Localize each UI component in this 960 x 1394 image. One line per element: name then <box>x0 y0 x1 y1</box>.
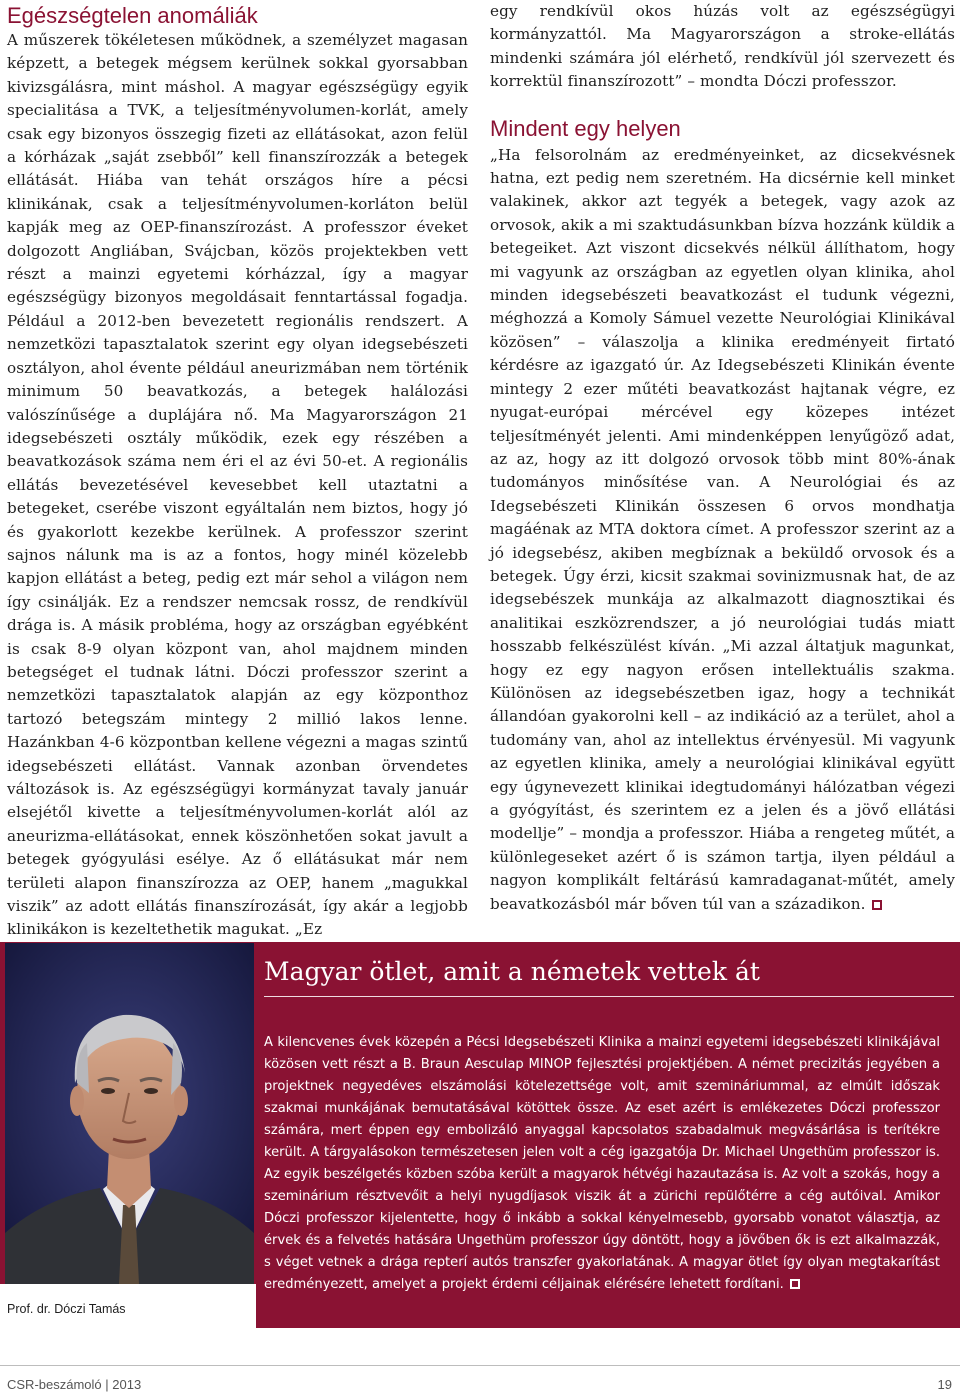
sidebar-box-text-body: A kilencvenes évek közepén a Pécsi Idegsebészeti Klinika a mainzi egyetemi idegsebészeti klinikájával közösen vett részt a B. Braun Aesculap MINOP fejlesztési projektjében. A német precizitás jegyében a projektnek negyedéves elszámolási kötelezettsége volt, amit szemináriummal, az elmúlt időszak szakmai munkájának bemutatásával kötöttek össze. Az eset azért is emlékezetes Dóczi professzor számára, mert éppen egy embolizáló anyaggal kapcsolatos szabadalmuk megvásárlása is terítékre került. A tárgyalásokon természetesen jelen volt a cég igazgatója Dr. Michael Ungethüm professzor is. Az egyik beszélgetés közben szóba került a magyarok hétvégi hazautazása is. Az volt a szokás, hogy a szeminárium résztvevőit a helyi nyugdíjasok viszik át a zürichi repülőtérre a cég autóival. Amikor Dóczi professzor kijelentette, hogy ő inkább a sokkal kényelmesebb, gyorsabb vonatot választja, az érvek és a felvetés hatására Ungethüm professzor úgy döntött, hogy a jövőben ők is ezt alkalmazzák, s véget vetnek a drága repterí autós transzfer gyakorlatának. A magyar ötlet így olyan megtakarítást eredményezett, amelyet a projekt érdemi céljainak elérésére lehetett fordítani. <box>264 1035 940 1292</box>
footer-year: 2013 <box>112 1377 142 1392</box>
left-column <box>7 0 468 942</box>
footer-separator: | <box>105 1377 109 1392</box>
right-column <box>490 0 955 916</box>
end-of-box-icon <box>790 1279 800 1289</box>
left-column-paragraph: A műszerek tökéletesen működnek, a személyzet magasan képzett, a betegek mégsem kerülnek sokkal gyorsabban kivizsgálásra, mint máshol. A magyar egészségügy egyik specialitása a TVK, a teljesítményvolumen-korlát, amely csak egy bizonyos összegig fizeti az ellátásokat, azon felül a kórházak „saját zsebből” kell finanszírozzák a betegek ellátását. Hiába van tehát országos híre a pécsi klinikának, csak a teljesítményvolumen-korláton belül kapják meg az OEP-finanszírozást. A professzor éveket dolgozott Angliában, Svájcban, közös projektekben vett részt a mainzi egyetemi kórházzal, így a magyar egészségügy bizonyos megoldásait fenntartással fogadja. Például a 2012-ben bevezetett regionális rendszert. A nemzetközi tapasztalatok szerint egy olyan idegsebészeti osztályon, ahol évente például aneurizmában nem történik minimum 50 beavatkozás, a betegek halálozási valószínűsége a duplájára nő. Ma Magyarországon 21 idegsebészeti osztály működik, ezek egy részében a beavatkozások száma nem éri el az évi 50-et. A regionális ellátás bevezetésével kevesebbet kell utaztatni a betegeket, cserébe viszont egyáltalán nem biztos, hogy jó és gyakorlott kezekbe kerülnek. A professzor szerint sajnos nálunk ma is az a fontos, hogy minél közelebb kapjon ellátást a beteg, pedig ezt már sehol a világon nem így csinálják. Ez a rendszer nemcsak rossz, de rendkívül drága is. A másik probléma, hogy az országban egyébként is csak 8-9 olyan központ van, ahol majdnem minden betegséget el tudnak látni. Dóczi professzor szerint a nemzetközi tapasztalatok alapján az egy központhoz tartozó betegszám mintegy 2 millió lakos lenne. Hazánkban 4-6 központban kellene végezni a magas szintű idegsebészeti ellátást. Vannak azonban örvendetes változások is. Az egészségügyi kormányzat tavaly január elsejétől kivette a teljesítményvolumen-korlát alól az aneurizma-ellátásokat, ennek köszönhetően sokat javult a betegek gyógyulási esélye. Az ő ellátásukat már nem területi alapon finanszírozza az OEP, hanem „magukkal viszik” az adott ellátás finanszírozását, így akár a legjobb klinikákon is kezeltethetik magukat. „Ez <box>7 31 468 939</box>
section-heading-anomalies: Egészségtelen anomáliák <box>7 3 258 28</box>
section-heading-everything-in-one-place: Mindent egy helyen <box>490 115 681 141</box>
footer-publication <box>7 1377 141 1392</box>
sidebar-box-text <box>264 1032 940 1296</box>
right-column-paragraph <box>490 144 955 916</box>
end-of-article-icon <box>872 900 882 910</box>
page-number: 19 <box>937 1377 952 1392</box>
right-column-paragraph-text: „Ha felsorolnám az eredményeinket, az dicsekvésnek hatna, ezt pedig nem szeretném. Ha dicsérnie kell minket valakinek, akkor azt tegyék a betegek, vagy azok az orvosok, akik a mi szaktudásunkban bízva hozzánk küldik a betegeiket. Azt viszont dicsekvés nélkül állíthatom, hogy mi vagyunk az országban az egyetlen olyan klinika, ahol minden idegsebészeti beavatkozást el tudunk végezni, méghozzá a Komoly Sámuel vezette Neurológiai Klinikával közösen” – válaszolja a klinika eredményeit firtató kérdésre az igazgató úr. Az Idegsebészeti Klinikán évente mintegy 2 ezer műtéti beavatkozást hajtanak végre, ez nyugat-európai mércével egy közepes intézet teljesítményét jelenti. Ami mindenképpen lenyűgöző adat, az az, hogy az itt dolgozó orvosok több mint 80%-ának tudományos minősítése van. A Neurológiai és az Idegsebészeti Klinikán összesen 6 orvos mondhatja magáénak az MTA doktora címet. A professzor szerint az a jó idegsebész, akiben megbíznak a beküldő orvosok és a betegek. Úgy érzi, kicsit szakmai sovinizmusnak hat, de az idegsebészek munkája az alkalmazott diagnosztikai és analitikai eszközrendszer, a jó neurológiai tudás miatt hosszabb felkészülést kíván. „Mi azzal áltatjuk magunkat, hogy ez egy nagyon erősen intellektuális szakma. Különösen az idegsebészetben igaz, hogy a technikát állandóan gyakorolni kell – az indikáció az a terület, ahol a tudomány van, ahol az intellektus érvényesül. Mi vagyunk az egyetlen klinika, amely a neurológiai klinikával együtt egy úgynevezett klinikai idegtudományi hálózatban végezi a gyógyítást, és szerintem ez a jelen és a jövő ellátási modellje” – mondja a professzor. Hiába a rengeteg műtét, a különlegeseket azért ő is számon tartja, ilyen például a nagyon komplikált feltárású kamradaganat-műtét, amely beavatkozásból már bőven túl van a századikon. <box>490 145 955 913</box>
photo-caption: Prof. dr. Dóczi Tamás <box>7 1302 126 1316</box>
sidebar-box-title: Magyar ötlet, amit a németek vettek át <box>264 957 954 997</box>
footer-divider <box>0 1365 960 1366</box>
portrait-illustration <box>5 943 254 1284</box>
portrait-photo <box>5 943 254 1284</box>
right-column-intro: egy rendkívül okos húzás volt az egészségügyi kormányzattól. Ma Magyarországon a stroke-ellátás mindenki számára jól elérhető, rendkívül jól szervezett és korrektül finanszírozott” – mondta Dóczi professzor. <box>490 2 955 91</box>
footer-publication-name: CSR-beszámoló <box>7 1377 102 1392</box>
